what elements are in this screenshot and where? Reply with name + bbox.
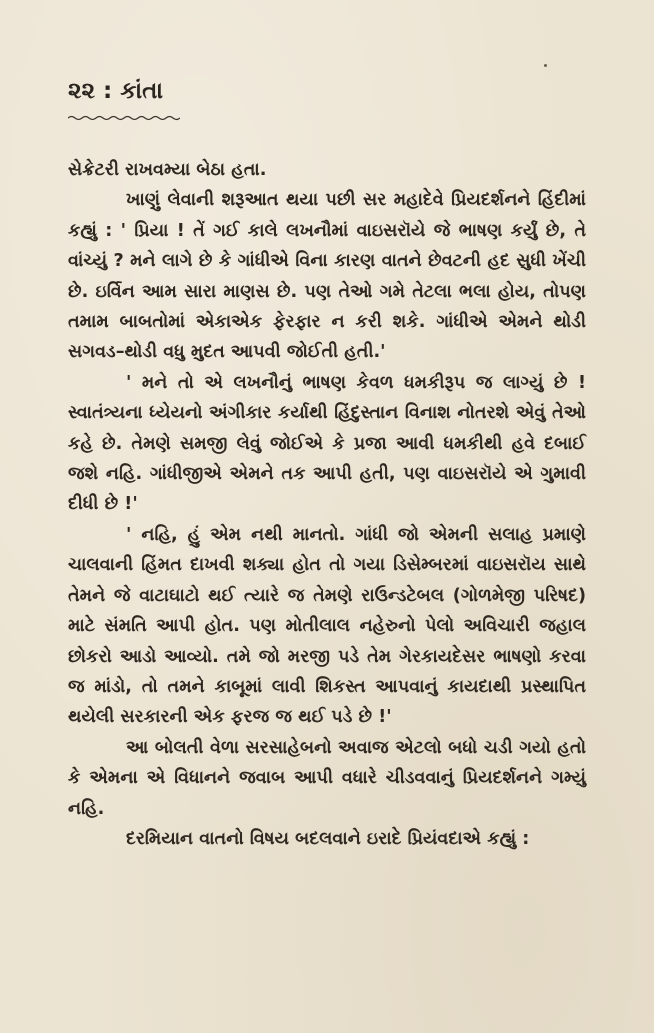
paragraph-1: સેક્રેટરી રાખવમ્યા બેઠા હતા.: [68, 160, 267, 180]
paragraph-6: દરમિયાન વાતનો વિષય બદલવાને ઇરાદે પ્રિયંવદાએ કહ્યું :: [126, 828, 530, 849]
paragraph-4: ' નહિ, હું એમ નથી માનતો. ગાંધી જો એમની સલાહ પ્રમાણે ચાલવાની હિંમત દાખવી શક્યા હોત તો ગયા ડિસેમ્બરમાં વાઇસરૉય સાથે તેમને જે વાટાઘાટો થઈ ત્યારે જ તેમણે રાઉન્ડટેબલ (ગોળમેજી પરિષદ) માટે સંમતિ આપી હોત. પણ મોતીલાલ નહેરુનો પેલો અવિચારી જહાલ છોકરો આડો આવ્યો. તમે જો મરજી પડે તેમ ગેરકાયદેસર ભાષણો કરવા જ માંડો, તો તમને કાબૂમાં લાવી શિકસ્ત આપવાનું કાયદાથી પ્રસ્થાપિત થયેલી સરકારની એક ફરજ જ થઈ પડે છે !': [68, 524, 586, 728]
paragraph-2: ખાણું લેવાની શરૂઆત થયા પછી સર મહાદેવે પ્રિયદર્શનને હિંદીમાં કહ્યું : ' પ્રિયા ! તેં ગઈ કાલે લખનૌમાં વાઇસરૉયે જે ભાષણ કર્યું છે, તે વાંચ્યું ? મને લાગે છે કે ગાંધીએ વિના કારણ વાતને છેવટની હદ સુધી ખેંચી છે. ઇર્વિન આમ સારા માણસ છે. પણ તેઓ ગમે તેટલા ભલા હોય, તોપણ તમામ બાબતોમાં એકાએક ફેરફાર ન કરી શકે. ગાંધીએ એમને થોડી સગવડ–થોડી વધુ મુદત આપવી જોઈતી હતી.': [68, 190, 586, 363]
print-speck: [544, 64, 547, 67]
page-body: [68, 155, 586, 854]
header-wavy-underline: [68, 115, 180, 121]
running-header: [68, 76, 586, 106]
paragraph-5: આ બોલતી વેળા સરસાહેબનો અવાજ એટલો બધો ચડી ગયો હતો કે એમના એ વિધાનને જવાબ આપી વધારે ચીડવવાનું પ્રિયદર્શનને ગમ્યું નહિ.: [68, 737, 586, 819]
page-number-and-title: ૨૨ : કાંતા: [68, 78, 163, 104]
paragraph-3: ' મને તો એ લખનૌનું ભાષણ કેવળ ધમકીરૂપ જ લાગ્યું છે ! સ્વાતંત્ર્યના ધ્યેયનો અંગીકાર કર્યાથી હિંદુસ્તાન વિનાશ નોતરશે એવું તેઓ કહે છે. તેમણે સમજી લેવું જોઈએ કે પ્રજા આવી ધમકીથી હવે દબાઈ જશે નહિ. ગાંધીજીએ એમને તક આપી હતી, પણ વાઇસરૉયે એ ગુમાવી દીધી છે !': [68, 372, 586, 515]
